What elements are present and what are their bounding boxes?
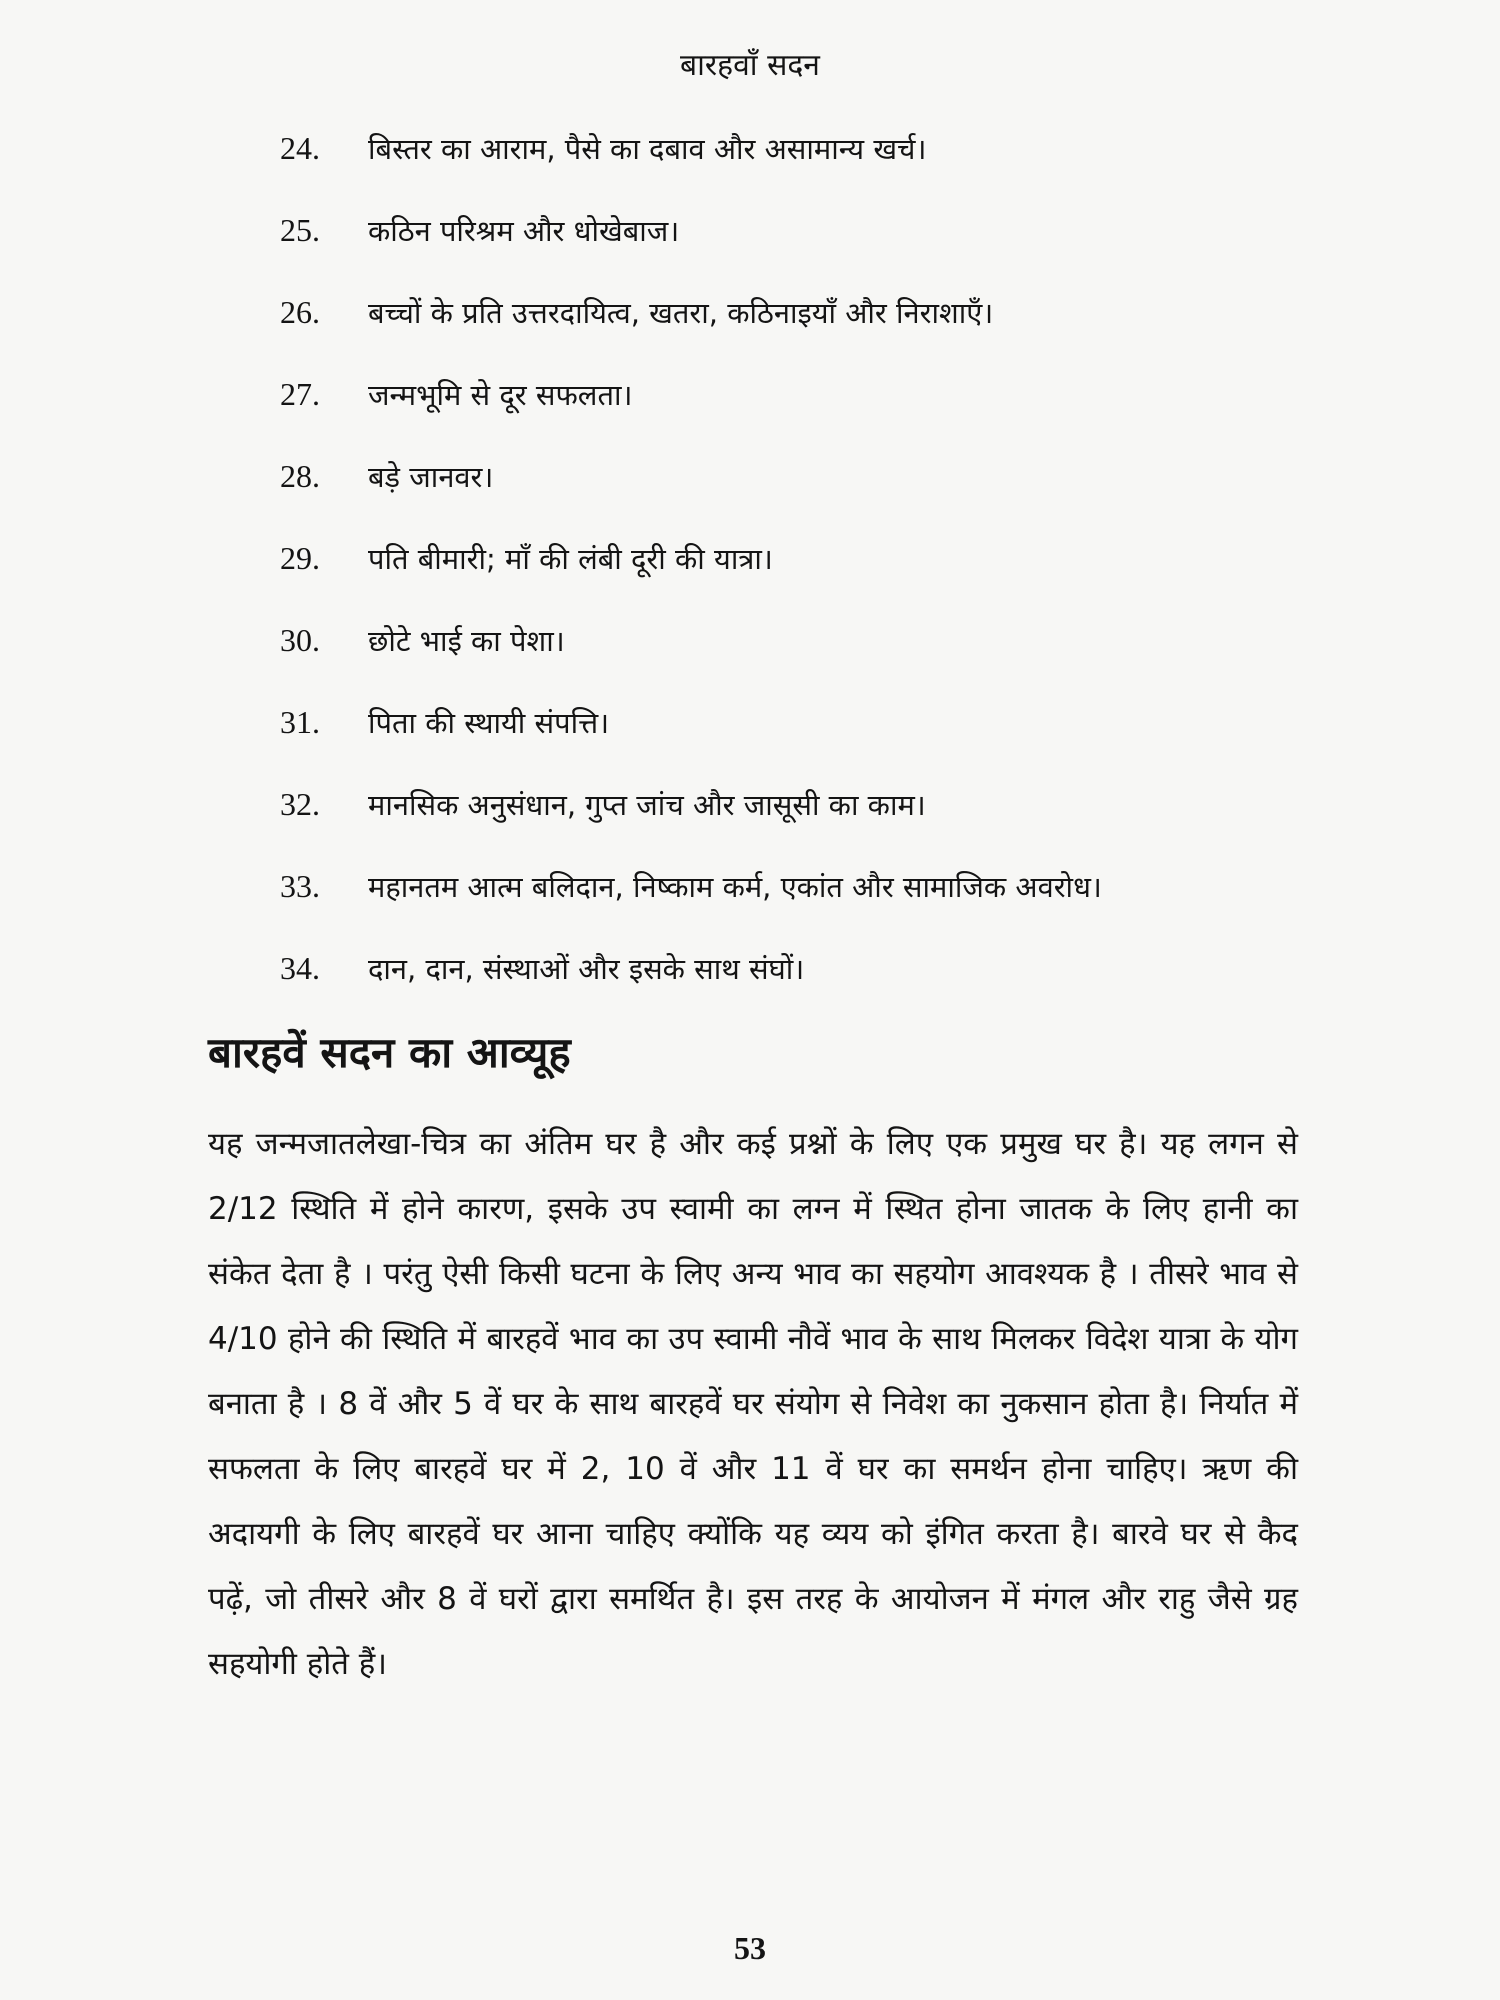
- list-item-number: 28.: [280, 458, 320, 494]
- list-item-text: छोटे भाई का पेशा।: [368, 624, 565, 658]
- list-item-text: महानतम आत्म बलिदान, निष्काम कर्म, एकांत और सामाजिक अवरोध।: [368, 870, 1102, 904]
- list-item-number: 34.: [280, 950, 320, 986]
- list-item: [280, 128, 1380, 210]
- page-number: 53: [734, 1930, 766, 1966]
- list-item-number: 25.: [280, 212, 320, 248]
- list-item-text: पति बीमारी; माँ की लंबी दूरी की यात्रा।: [368, 542, 773, 576]
- list-item: [280, 292, 1380, 374]
- list-item-number: 29.: [280, 540, 320, 576]
- list-item: [280, 538, 1380, 620]
- list-item-number: 33.: [280, 868, 320, 904]
- list-item: [280, 620, 1380, 702]
- list-item-text: पिता की स्थायी संपत्ति।: [368, 706, 610, 740]
- list-item-text: बिस्तर का आराम, पैसे का दबाव और असामान्य खर्च।: [368, 132, 927, 166]
- list-item-text: बच्चों के प्रति उत्तरदायित्व, खतरा, कठिनाइयाँ और निराशाएँ।: [368, 296, 994, 330]
- list-item-number: 32.: [280, 786, 320, 822]
- list-item: [280, 948, 1380, 1030]
- list-item: [280, 456, 1380, 538]
- list-item-number: 31.: [280, 704, 320, 740]
- body-paragraph: यह जन्मजातलेखा-चित्र का अंतिम घर है और कई प्रश्नों के लिए एक प्रमुख घर है। यह लगन से 2/12 स्थिति में होने कारण, इसके उप स्वामी का लग्न में स्थित होना जातक के लिए हानी का संकेत देता है । परंतु ऐसी किसी घटना के लिए अन्य भाव का सहयोग आवश्यक है । तीसरे भाव से 4/10 होने की स्थिति में बारहवें भाव का उप स्वामी नौवें भाव के साथ मिलकर विदेश यात्रा के योग बनाता है । 8 वें और 5 वें घर के साथ बारहवें घर संयोग से निवेश का नुकसान होता है। निर्यात में सफलता के लिए बारहवें घर में 2, 10 वें और 11 वें घर का समर्थन होना चाहिए। ऋण की अदायगी के लिए बारहवें घर आना चाहिए क्योंकि यह व्यय को इंगित करता है। बारवे घर से कैद पढ़ें, जो तीसरे और 8 वें घरों द्वारा समर्थित है। इस तरह के आयोजन में मंगल और राहु जैसे ग्रह सहयोगी होते हैं।: [208, 1126, 1298, 1682]
- list-item-text: बड़े जानवर।: [368, 460, 494, 494]
- list-item-number: 24.: [280, 130, 320, 166]
- list-item-text: कठिन परिश्रम और धोखेबाज।: [368, 214, 680, 248]
- list-item: [280, 702, 1380, 784]
- list-item-text: मानसिक अनुसंधान, गुप्त जांच और जासूसी का काम।: [368, 788, 926, 822]
- numbered-list: [280, 128, 1380, 1030]
- list-item-text: दान, दान, संस्थाओं और इसके साथ संघों।: [368, 952, 805, 986]
- list-item-text: जन्मभूमि से दूर सफलता।: [368, 378, 633, 412]
- list-item-number: 30.: [280, 622, 320, 658]
- list-item: [280, 866, 1380, 948]
- running-header: बारहवाँ सदन: [680, 48, 820, 83]
- list-item-number: 27.: [280, 376, 320, 412]
- list-item-number: 26.: [280, 294, 320, 330]
- list-item: [280, 784, 1380, 866]
- section-heading: बारहवें सदन का आव्यूह: [208, 1028, 571, 1077]
- list-item: [280, 210, 1380, 292]
- list-item: [280, 374, 1380, 456]
